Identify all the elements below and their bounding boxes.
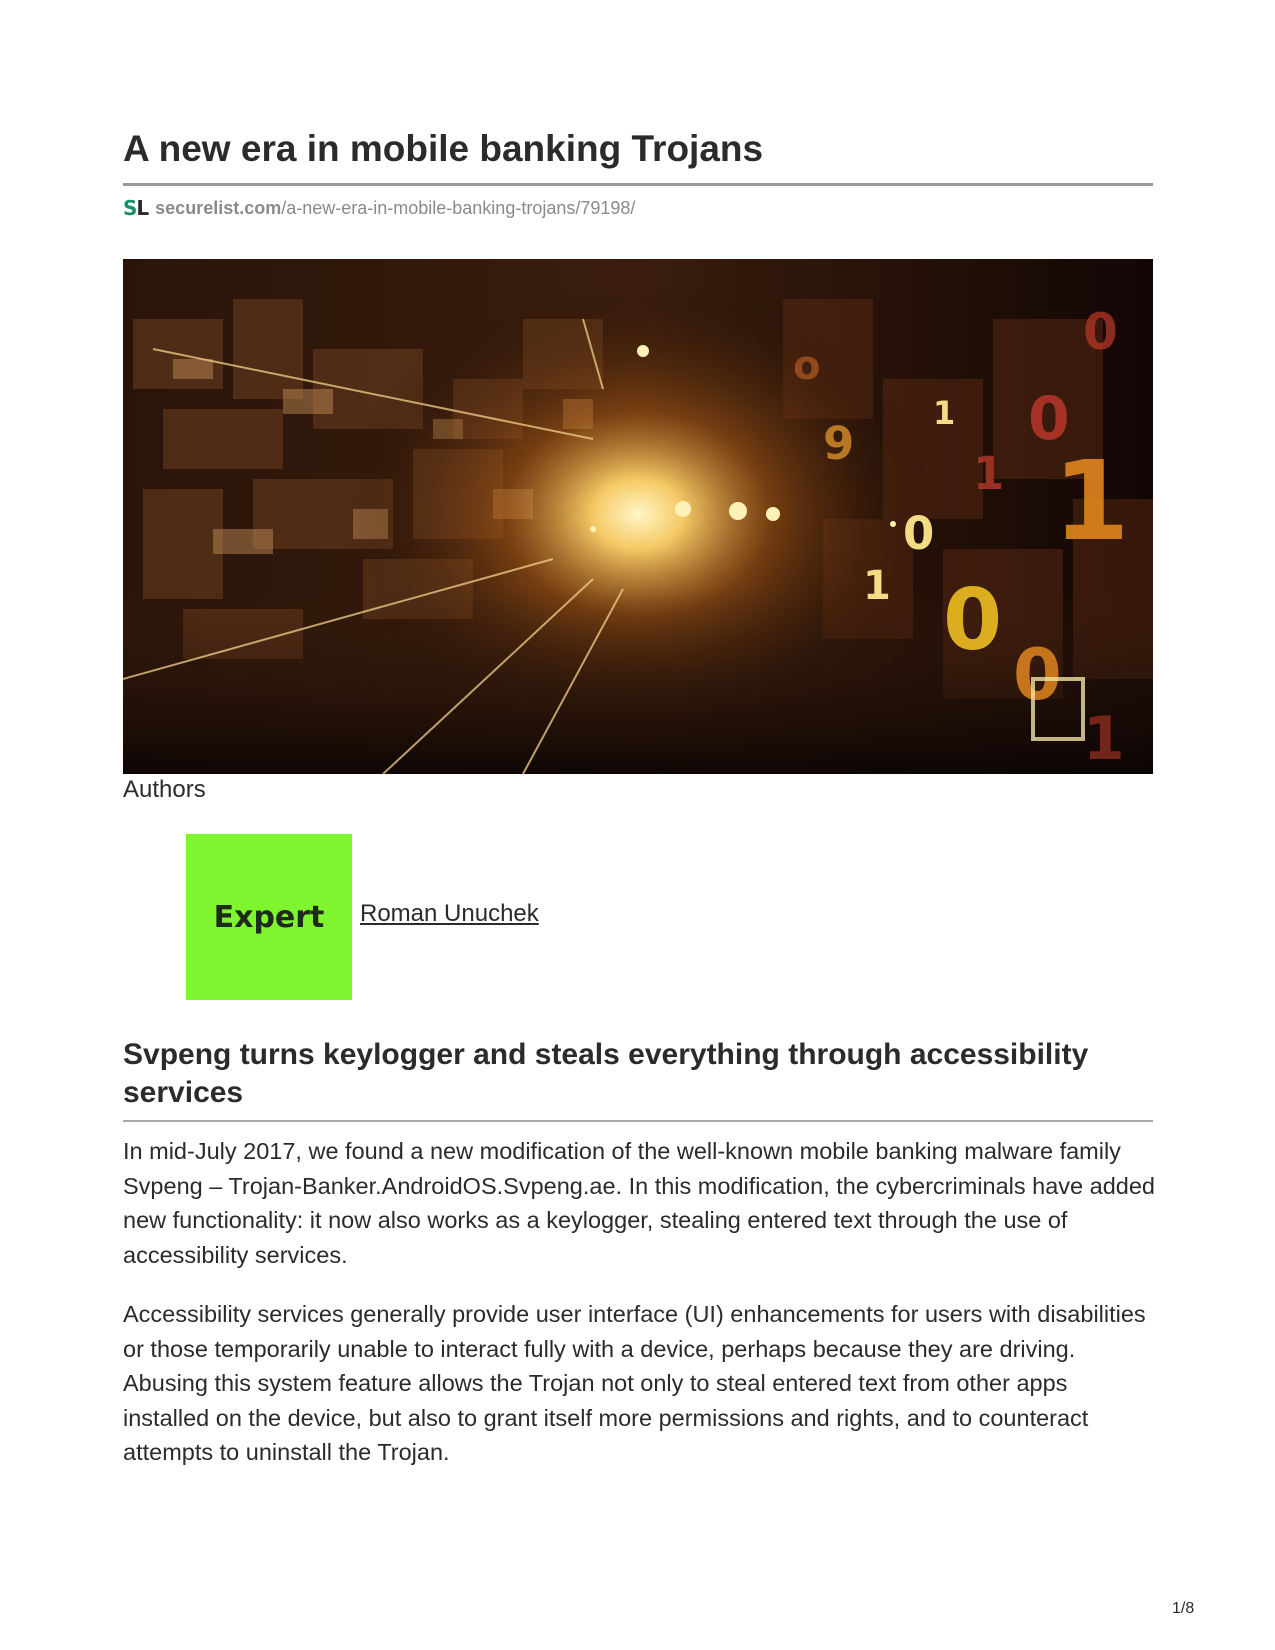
- securelist-logo-icon: SL: [123, 196, 149, 220]
- svg-text:0: 0: [903, 507, 935, 560]
- digital-tunnel-image-icon: [123, 259, 1153, 774]
- svg-text:1: 1: [1053, 437, 1130, 565]
- hero-image: [123, 259, 1153, 774]
- section-heading: Svpeng turns keylogger and steals everything through accessibility services: [123, 1038, 1089, 1109]
- svg-text:9: 9: [823, 417, 855, 470]
- svg-text:0: 0: [943, 571, 1003, 670]
- svg-text:0: 0: [1013, 634, 1062, 716]
- page-title: A new era in mobile banking Trojans: [123, 128, 764, 169]
- svg-text:0: 0: [1028, 384, 1070, 454]
- author-item: [186, 834, 539, 1000]
- expert-badge: Expert: [186, 834, 352, 1000]
- title-divider: [123, 183, 1153, 186]
- page-number: 1/8: [1172, 1600, 1195, 1617]
- source-domain: securelist.com: [155, 197, 282, 218]
- source-url[interactable]: [123, 196, 635, 220]
- paragraph: Accessibility services generally provide user interface (UI) enhancements for users with disabilities or those temporarily unable to interact fully with a device, perhaps because they are driving. Abusing this system feature allows the Trojan not only to steal entered text from other apps installed on the device, but also to grant itself more permissions and rights, and to counteract attempts to uninstall the Trojan.: [123, 1301, 1146, 1465]
- svg-text:0: 0: [1083, 303, 1118, 361]
- svg-text:1: 1: [973, 447, 1005, 500]
- svg-text:1: 1: [863, 563, 891, 609]
- section-divider: [123, 1120, 1153, 1122]
- authors-label: Authors: [123, 776, 206, 803]
- svg-text:1: 1: [933, 394, 956, 432]
- svg-text:1: 1: [1083, 704, 1125, 774]
- svg-text:o: o: [793, 343, 821, 389]
- author-link[interactable]: Roman Unuchek: [360, 900, 539, 927]
- paragraph: In mid-July 2017, we found a new modification of the well-known mobile banking malware family Svpeng – Trojan-Banker.AndroidOS.Svpeng.ae. In this modification, the cybercriminals have added new functionality: it now also works as a keylogger, stealing entered text through the use of accessibility services.: [123, 1138, 1155, 1268]
- source-path: /a-new-era-in-mobile-banking-trojans/79198/: [281, 197, 636, 218]
